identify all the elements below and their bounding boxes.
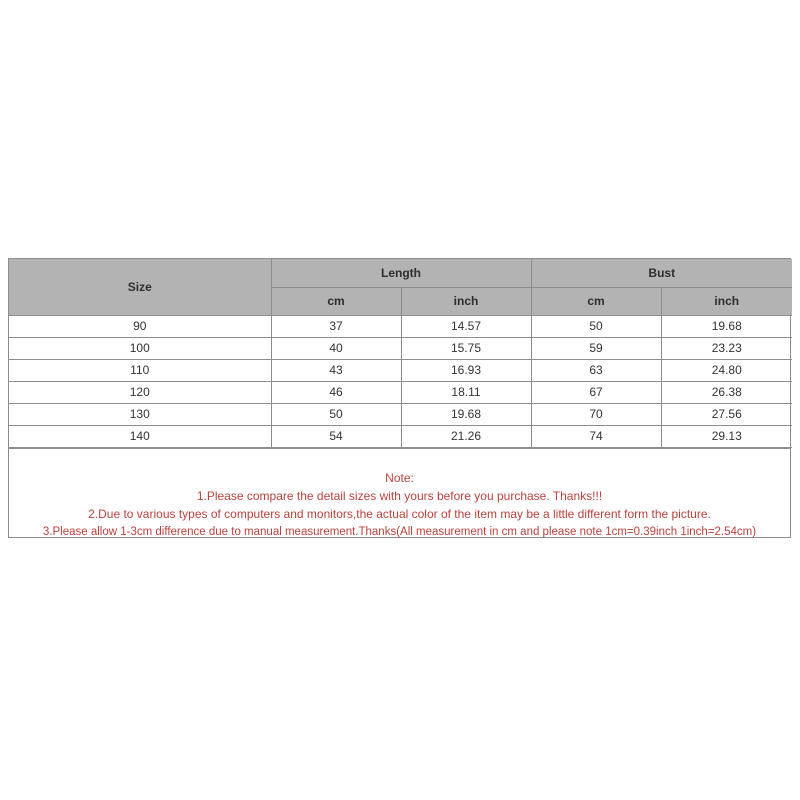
cell-bust-cm: 63 — [531, 359, 661, 381]
header-size: Size — [9, 259, 271, 315]
cell-size: 130 — [9, 403, 271, 425]
header-bust: Bust — [531, 259, 792, 287]
cell-length-inch: 15.75 — [401, 337, 531, 359]
cell-length-inch: 14.57 — [401, 315, 531, 337]
cell-size: 90 — [9, 315, 271, 337]
cell-length-cm: 50 — [271, 403, 401, 425]
cell-bust-cm: 74 — [531, 425, 661, 447]
size-table — [9, 259, 792, 448]
cell-bust-cm: 67 — [531, 381, 661, 403]
table-row — [9, 425, 792, 447]
note-line-2: 2.Due to various types of computers and monitors,the actual color of the item may be a little different form the picture. — [88, 506, 711, 521]
table-row — [9, 359, 792, 381]
note-section — [9, 448, 790, 537]
cell-length-inch: 19.68 — [401, 403, 531, 425]
cell-size: 110 — [9, 359, 271, 381]
note-title: Note: — [385, 470, 414, 485]
header-length: Length — [271, 259, 531, 287]
cell-bust-inch: 23.23 — [661, 337, 792, 359]
size-chart — [8, 258, 791, 538]
cell-length-cm: 46 — [271, 381, 401, 403]
header-length-inch: inch — [401, 287, 531, 315]
table-row — [9, 315, 792, 337]
note-line-1: 1.Please compare the detail sizes with yours before you purchase. Thanks!!! — [196, 488, 603, 503]
cell-bust-inch: 29.13 — [661, 425, 792, 447]
cell-size: 100 — [9, 337, 271, 359]
cell-size: 140 — [9, 425, 271, 447]
cell-bust-inch: 26.38 — [661, 381, 792, 403]
cell-length-inch: 18.11 — [401, 381, 531, 403]
table-row — [9, 337, 792, 359]
cell-length-inch: 21.26 — [401, 425, 531, 447]
table-row — [9, 403, 792, 425]
table-row — [9, 381, 792, 403]
cell-bust-cm: 59 — [531, 337, 661, 359]
cell-length-cm: 40 — [271, 337, 401, 359]
cell-length-cm: 54 — [271, 425, 401, 447]
cell-size: 120 — [9, 381, 271, 403]
cell-length-inch: 16.93 — [401, 359, 531, 381]
cell-bust-cm: 70 — [531, 403, 661, 425]
cell-length-cm: 37 — [271, 315, 401, 337]
cell-bust-inch: 19.68 — [661, 315, 792, 337]
header-bust-cm: cm — [531, 287, 661, 315]
cell-length-cm: 43 — [271, 359, 401, 381]
header-bust-inch: inch — [661, 287, 792, 315]
cell-bust-inch: 24.80 — [661, 359, 792, 381]
note-line-3: 3.Please allow 1-3cm difference due to manual measurement.Thanks(All measurement in cm and please note 1cm=0.39inch 1inch=2.54cm) — [42, 525, 757, 538]
cell-bust-cm: 50 — [531, 315, 661, 337]
header-length-cm: cm — [271, 287, 401, 315]
cell-bust-inch: 27.56 — [661, 403, 792, 425]
